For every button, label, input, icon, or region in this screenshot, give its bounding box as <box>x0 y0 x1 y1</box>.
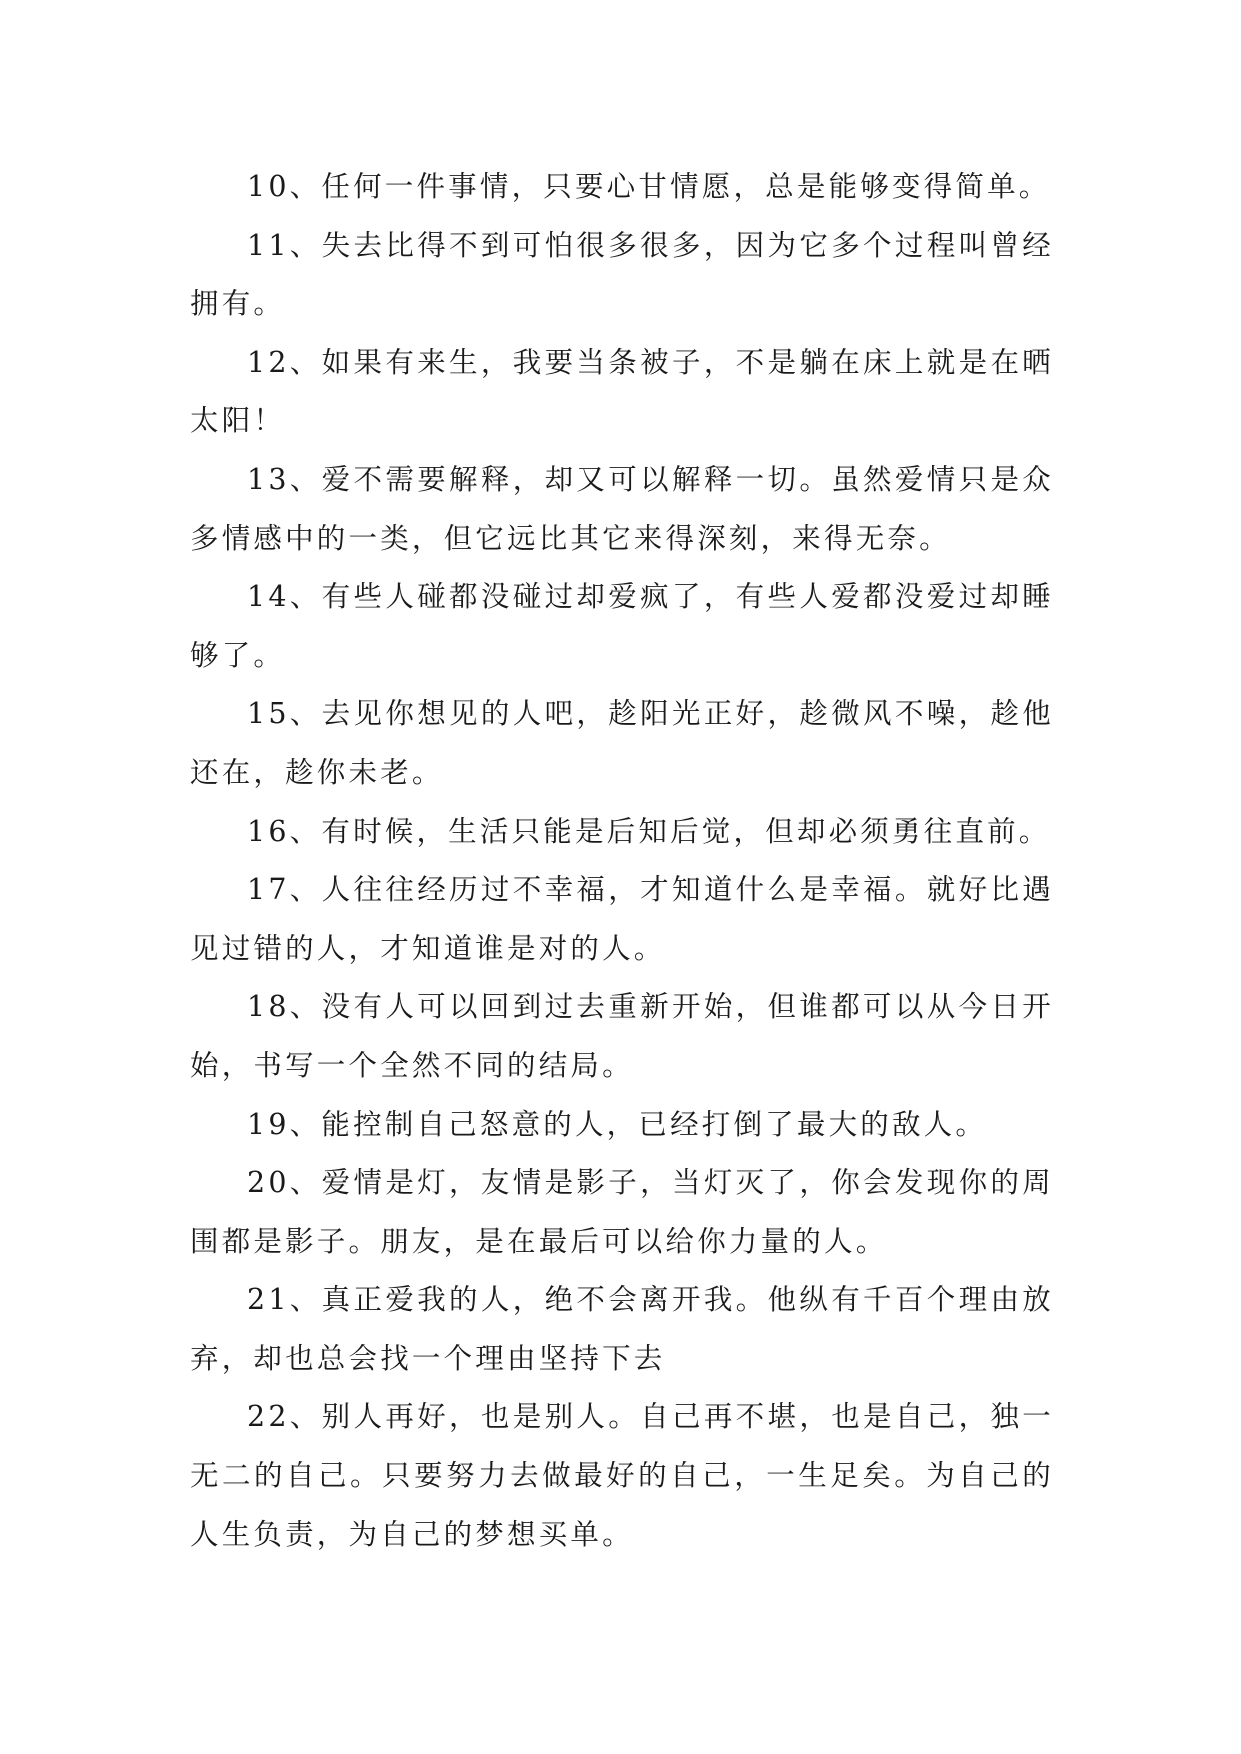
quote-paragraph-18: 18、没有人可以回到过去重新开始，但谁都可以从今日开始，书写一个全然不同的结局。 <box>190 990 1054 1082</box>
quote-paragraph-20: 20、爱情是灯，友情是影子，当灯灭了，你会发现你的周围都是影子。朋友，是在最后可以给你力量的人。 <box>190 1166 1054 1258</box>
quote-paragraph-16: 16、有时候，生活只能是后知后觉，但却必须勇往直前。 <box>247 814 1051 848</box>
quote-paragraph-19: 19、能控制自己怒意的人，已经打倒了最大的敌人。 <box>247 1107 988 1141</box>
quote-paragraph-21: 21、真正爱我的人，绝不会离开我。他纵有千百个理由放弃，却也总会找一个理由坚持下去 <box>190 1283 1054 1375</box>
quote-paragraph-14: 14、有些人碰都没碰过却爱疯了，有些人爱都没爱过却睡够了。 <box>190 580 1054 672</box>
quote-paragraph-22: 22、别人再好，也是别人。自己再不堪，也是自己，独一无二的自己。只要努力去做最好的自己，一生足矣。为自己的人生负责，为自己的梦想买单。 <box>190 1400 1054 1551</box>
quote-paragraph-15: 15、去见你想见的人吧，趁阳光正好，趁微风不噪，趁他还在，趁你未老。 <box>190 697 1054 789</box>
quote-paragraph-13: 13、爱不需要解释，却又可以解释一切。虽然爱情只是众多情感中的一类，但它远比其它来得深刻，来得无奈。 <box>190 462 1054 555</box>
quote-paragraph-12: 12、如果有来生，我要当条被子，不是躺在床上就是在晒太阳！ <box>190 345 1054 438</box>
document-body <box>190 158 1054 1564</box>
quote-paragraph-11: 11、失去比得不到可怕很多很多，因为它多个过程叫曾经拥有。 <box>190 228 1054 321</box>
quote-paragraph-10: 10、任何一件事情，只要心甘情愿，总是能够变得简单。 <box>247 170 1051 203</box>
quote-paragraph-17: 17、人往往经历过不幸福，才知道什么是幸福。就好比遇见过错的人，才知道谁是对的人。 <box>190 873 1054 965</box>
